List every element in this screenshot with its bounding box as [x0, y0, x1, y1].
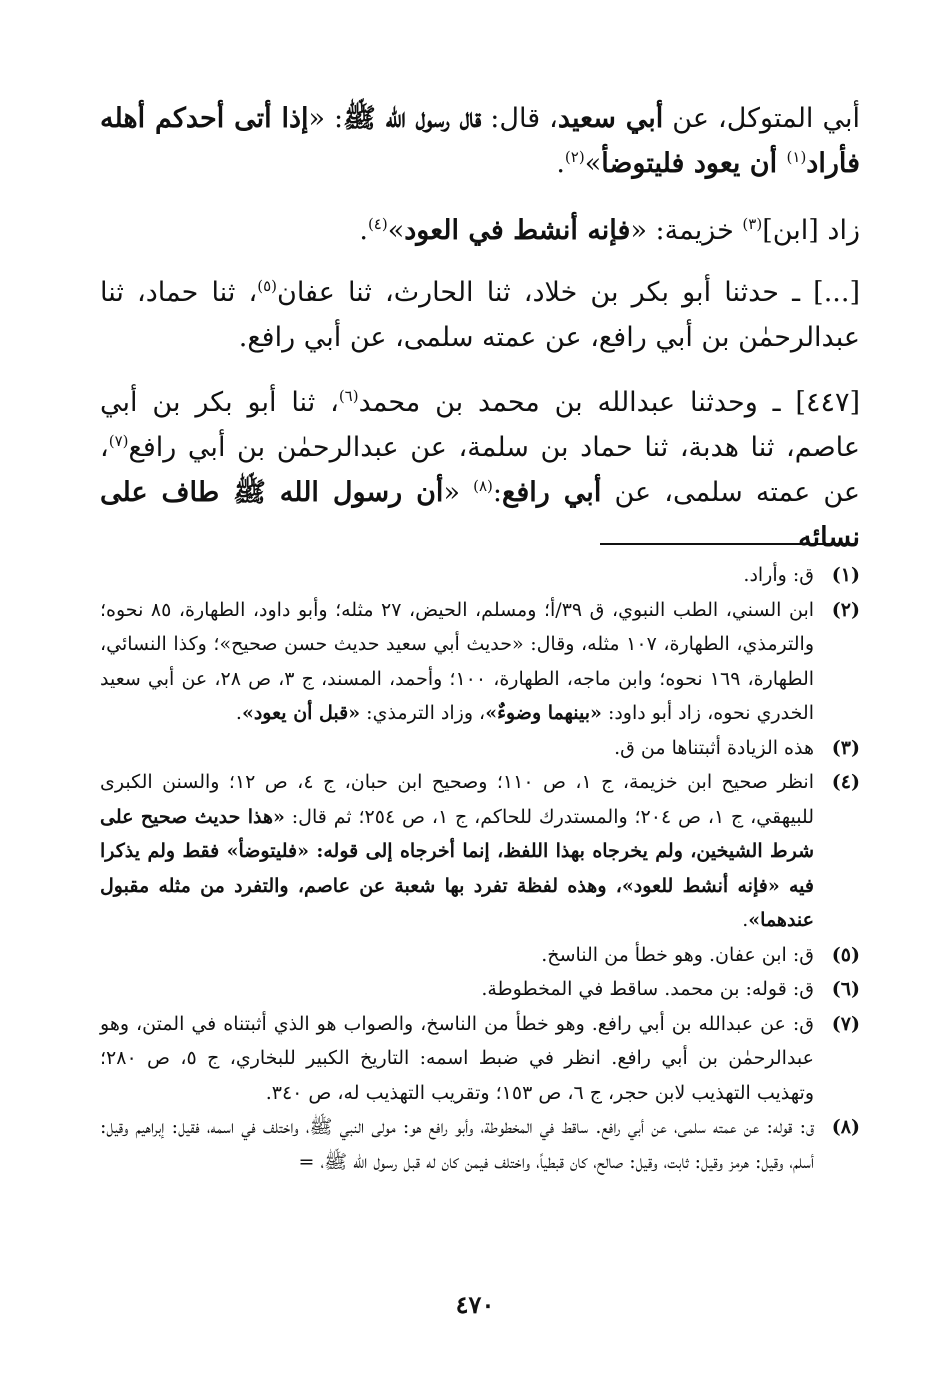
paragraph-isnad-khallad	[100, 270, 860, 360]
hadith-text: إذا أتى أحدكم أهله فأراد	[100, 103, 860, 179]
footnote-number: (٦)	[831, 978, 860, 1000]
footnote-7	[100, 1007, 860, 1111]
footnote-number: (٢)	[831, 598, 860, 621]
footnote-5	[100, 938, 860, 973]
footnote-text: انظر صحيح ابن خزيمة، ج ١، ص ١١٠؛ وصحيح ابن حبان، ج ٤، ص ١٢؛ والسنن الكبرى للبيهقي، ج ١، ص ٢٠٤؛ والمستدرك للحاكم، ج ١، ص ٢٥٤؛ ثم قال:	[100, 771, 815, 828]
footnote-ref: (٤)	[367, 215, 388, 233]
text: زاد [ابن]	[762, 215, 860, 246]
footnote-quote: «هذا حديث صحيح على شرط الشيخين، ولم يخرجاه بهذا اللفظ، إنما أخرجاه إلى قوله: «فليتوضأ» فقط ولم يذكرا فيه «فإنه أنشط للعود»، وهذه لفظة تفرد بها شعبة عن عاصم، والتفرد من مثله مقبول عندهما»	[100, 805, 814, 931]
footnote-text: ق: قوله: عن عمته سلمى، عن أبي رافع. ساقط في المخطوطة، وأبو رافع هو: مولى النبي ﷺ، واختلف في اسمه، فقيل: إبراهيم وقيل: أسلم، وقيل: هرمز وقيل: ثابت، وقيل: صالح، كان قبطياً، واختلف فيمن كان له قبل رسول الله ﷺ، =	[100, 1116, 814, 1173]
narrator-name: أبي رافع	[502, 477, 602, 508]
footnote-text: ابن السني، الطب النبوي، ق ٣٩/أ؛ ومسلم، الحيض، ٢٧ مثله؛ وأبو داود، الطهارة، ٨٥ نحوه؛ والترمذي، الطهارة، ١٠٧ مثله، وقال: «حديث أبي سعيد حديث حسن صحيح»؛ وكذا النسائي، الطهارة، ١٦٩ نحوه؛ وابن ماجه، الطهارة، ١٠٠؛ وأحمد، المسند، ج ٣، ص ٢٨، عن أبي سعيد الخدري نحوه، زاد أبو داود:	[100, 598, 815, 724]
text: [٤٤٧] ـ وحدثنا عبدالله بن محمد بن محمد	[358, 387, 860, 418]
text: «	[443, 477, 474, 508]
hadith-text: أن رسول الله ﷺ طاف على نسائه	[100, 477, 860, 553]
text: خزيمة: «	[630, 215, 743, 246]
footnote-number: (٣)	[831, 736, 860, 759]
footnote-1	[100, 558, 860, 593]
footnote-3	[100, 731, 860, 766]
footnote-ref: (٧)	[108, 432, 129, 450]
footnote-text: ق: وأراد.	[743, 564, 814, 586]
footnote-number: (٨)	[831, 1116, 860, 1138]
footnote-text: .	[742, 909, 749, 931]
text: ، ثنا أبو بكر بن أبي عاصم، ثنا هدبة، ثنا حماد بن سلمة، عن عبدالرحمٰن بن أبي رافع	[100, 387, 860, 463]
footnote-6	[100, 972, 860, 1007]
text: »	[584, 148, 602, 179]
footnote-ref: (٦)	[338, 387, 359, 405]
footnote-text: .	[235, 702, 242, 724]
hadith-text: أن يعود فليتوضأ	[601, 148, 787, 179]
footnote-number: (١)	[831, 564, 860, 586]
footnote-text: ق: عن عبدالله بن أبي رافع. وهو خطأ من الناسخ، والصواب هو الذي أثبتناه في المتن، وهو عبدالرحمٰن بن أبي رافع. انظر في ضبط اسمه: التاريخ الكبير للبخاري، ج ٥، ص ٢٨٠؛ وتهذيب التهذيب لابن حجر، ج ٦، ص ١٥٣؛ وتقريب التهذيب له، ص ٣٤٠.	[100, 1012, 814, 1104]
footnote-text: هذه الزيادة أثبتناها من ق.	[614, 736, 814, 759]
text: ، قال:	[481, 103, 558, 134]
footnote-text: ق: ابن عفان. وهو خطأ من الناسخ.	[541, 943, 814, 966]
footnote-2	[100, 593, 860, 731]
paragraph-hadith-447	[100, 380, 860, 560]
footnote-ref: (٥)	[257, 277, 277, 295]
text: [...] ـ حدثنا أبو بكر بن خلاد، ثنا الحارث، ثنا عفان	[276, 277, 860, 308]
footnote-ref: (٢)	[564, 148, 585, 166]
text: أبي المتوكل، عن	[663, 103, 860, 134]
text: : «	[308, 103, 344, 134]
text: .	[359, 215, 368, 246]
footnote-ref: (٣)	[742, 215, 763, 233]
narrator-name: أبي سعيد	[557, 103, 664, 134]
footnote-number: (٥)	[831, 943, 860, 966]
footnotes	[100, 558, 860, 1179]
footnote-4	[100, 765, 860, 938]
paragraph-ibn-khuzaymah	[100, 208, 860, 253]
paragraph-hadith-abi-said	[100, 96, 860, 186]
hadith-text: فإنه أنشط في العود	[404, 215, 631, 246]
footnote-ref: (١)	[786, 148, 807, 166]
page-number: ٤٧٠	[455, 1290, 495, 1319]
text: .	[556, 148, 565, 179]
footnote-text: ، وزاد الترمذي:	[360, 702, 486, 724]
prophet-saying-intro: قال رسول الله ﷺ	[343, 103, 482, 134]
text: ، ثنا حماد، ثنا عبدالرحمٰن بن أبي رافع، عن عمته سلمى، عن أبي رافع.	[100, 277, 860, 353]
footnote-ref: (٨)	[473, 477, 493, 495]
footnote-8	[100, 1110, 860, 1179]
footnote-text: ق: قوله: بن محمد. ساقط في المخطوطة.	[481, 978, 814, 1000]
footnote-quote: «بينهما وضوءٌ»	[485, 702, 602, 724]
footnote-number: (٧)	[831, 1012, 860, 1035]
footnote-quote: «قبل أن يعود»	[241, 702, 361, 724]
footnote-separator	[600, 543, 855, 545]
text: :	[492, 477, 503, 508]
text: ، عن عمته سلمى، عن	[100, 432, 861, 508]
text: »	[387, 215, 405, 246]
footnote-number: (٤)	[831, 771, 860, 793]
